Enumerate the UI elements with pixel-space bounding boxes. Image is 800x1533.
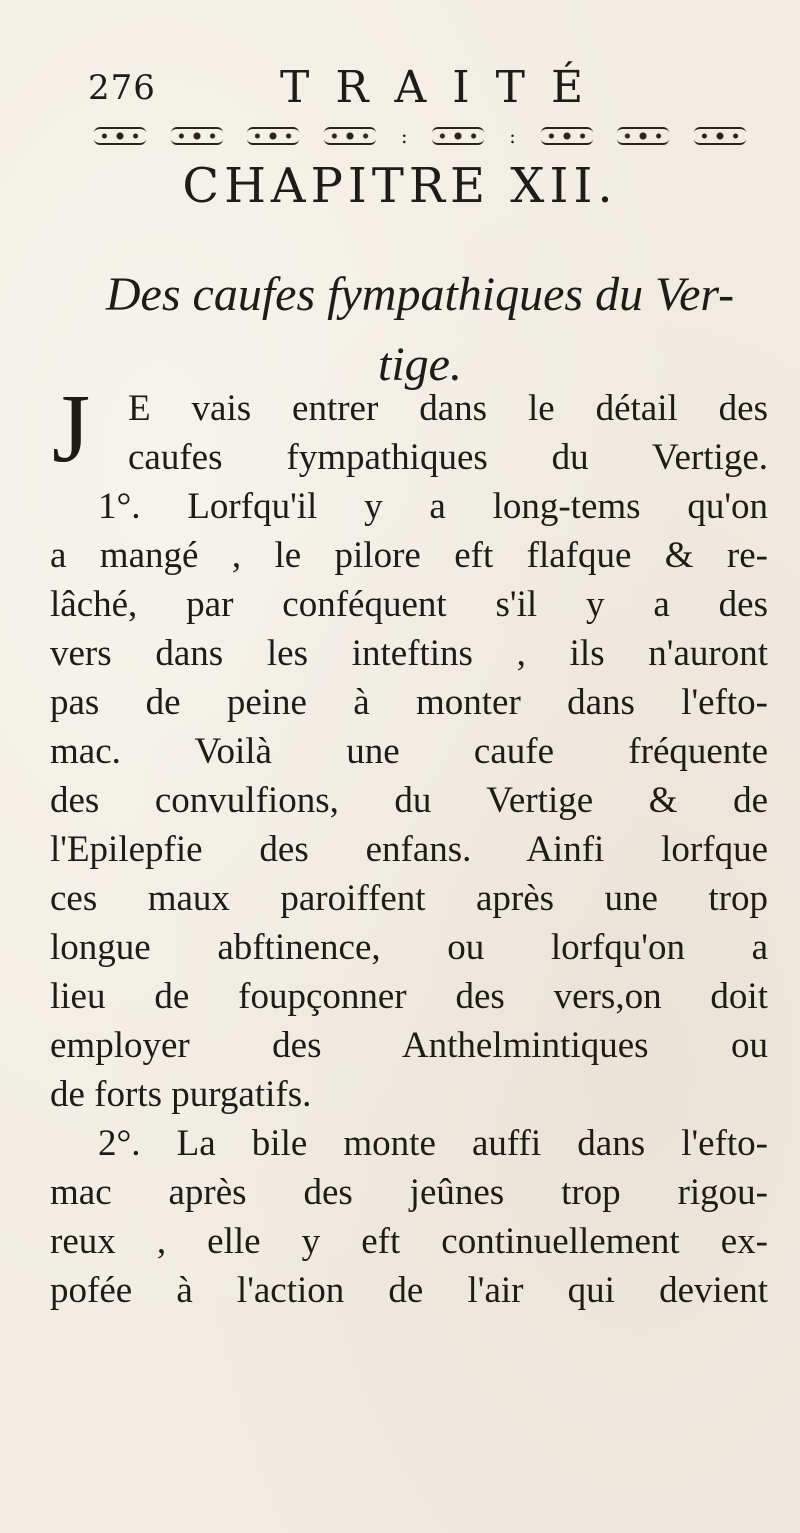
- body-text: [50, 375, 768, 1315]
- ornament-segment: [94, 127, 146, 145]
- fleuron-rule-icon: [94, 122, 746, 150]
- text-line: caufes fympathiques du Vertige.: [128, 437, 768, 478]
- text-line: vers dans les inteftins , ils n'auront: [50, 633, 768, 674]
- text-line: mac après des jeûnes trop rigou-: [50, 1172, 768, 1213]
- ornament-segment: [324, 127, 376, 145]
- page-number: 276: [88, 68, 156, 108]
- text-line: 1°. Lorfqu'il y a long-tems qu'on: [98, 486, 768, 527]
- chapter-title-line: tige.: [378, 338, 462, 391]
- chapter-title-line: Des caufes fympathiques du Ver-: [105, 268, 735, 321]
- text-line: pas de peine à monter dans l'efto-: [50, 682, 768, 723]
- ornament-segment: [617, 127, 669, 145]
- text-line: reux , elle y eft continuellement ex-: [50, 1221, 768, 1262]
- running-head: [88, 62, 728, 112]
- text-line: lâché, par conféquent s'il y a des: [50, 584, 768, 625]
- chapter-heading: CHAPITRE XII.: [182, 158, 618, 214]
- text-line: l'Epilepfie des enfans. Ainfi lorfque: [50, 829, 768, 870]
- ornament-segment: [541, 127, 593, 145]
- running-title: TRAITÉ: [280, 62, 610, 113]
- ornament-segment: [171, 127, 223, 145]
- text-line: pofée à l'action de l'air qui devient: [50, 1270, 768, 1311]
- ornament-segment: [694, 127, 746, 145]
- ornament-segment: [432, 127, 484, 145]
- ornament-separator: :: [400, 124, 408, 148]
- text-line: a mangé , le pilore eft flafque & re-: [50, 535, 768, 576]
- text-line: 2°. La bile monte auffi dans l'efto-: [98, 1123, 768, 1164]
- text-line: ces maux paroiffent après une trop: [50, 878, 768, 919]
- drop-cap: J: [52, 375, 91, 483]
- chapter-title: [100, 260, 740, 400]
- text-line: longue abftinence, ou lorfqu'on a: [50, 927, 768, 968]
- text-line: lieu de foupçonner des vers,on doit: [50, 976, 768, 1017]
- text-line: E vais entrer dans le détail des: [128, 388, 768, 429]
- text-line: de forts purgatifs.: [50, 1074, 312, 1115]
- text-line: employer des Anthelmintiques ou: [50, 1025, 768, 1066]
- first-paragraph-opening: [50, 375, 768, 483]
- text-line: des convulfions, du Vertige & de: [50, 780, 768, 821]
- ornament-segment: [247, 127, 299, 145]
- ornament-separator: :: [509, 124, 516, 148]
- text-line: mac. Voilà une caufe fréquente: [50, 731, 768, 772]
